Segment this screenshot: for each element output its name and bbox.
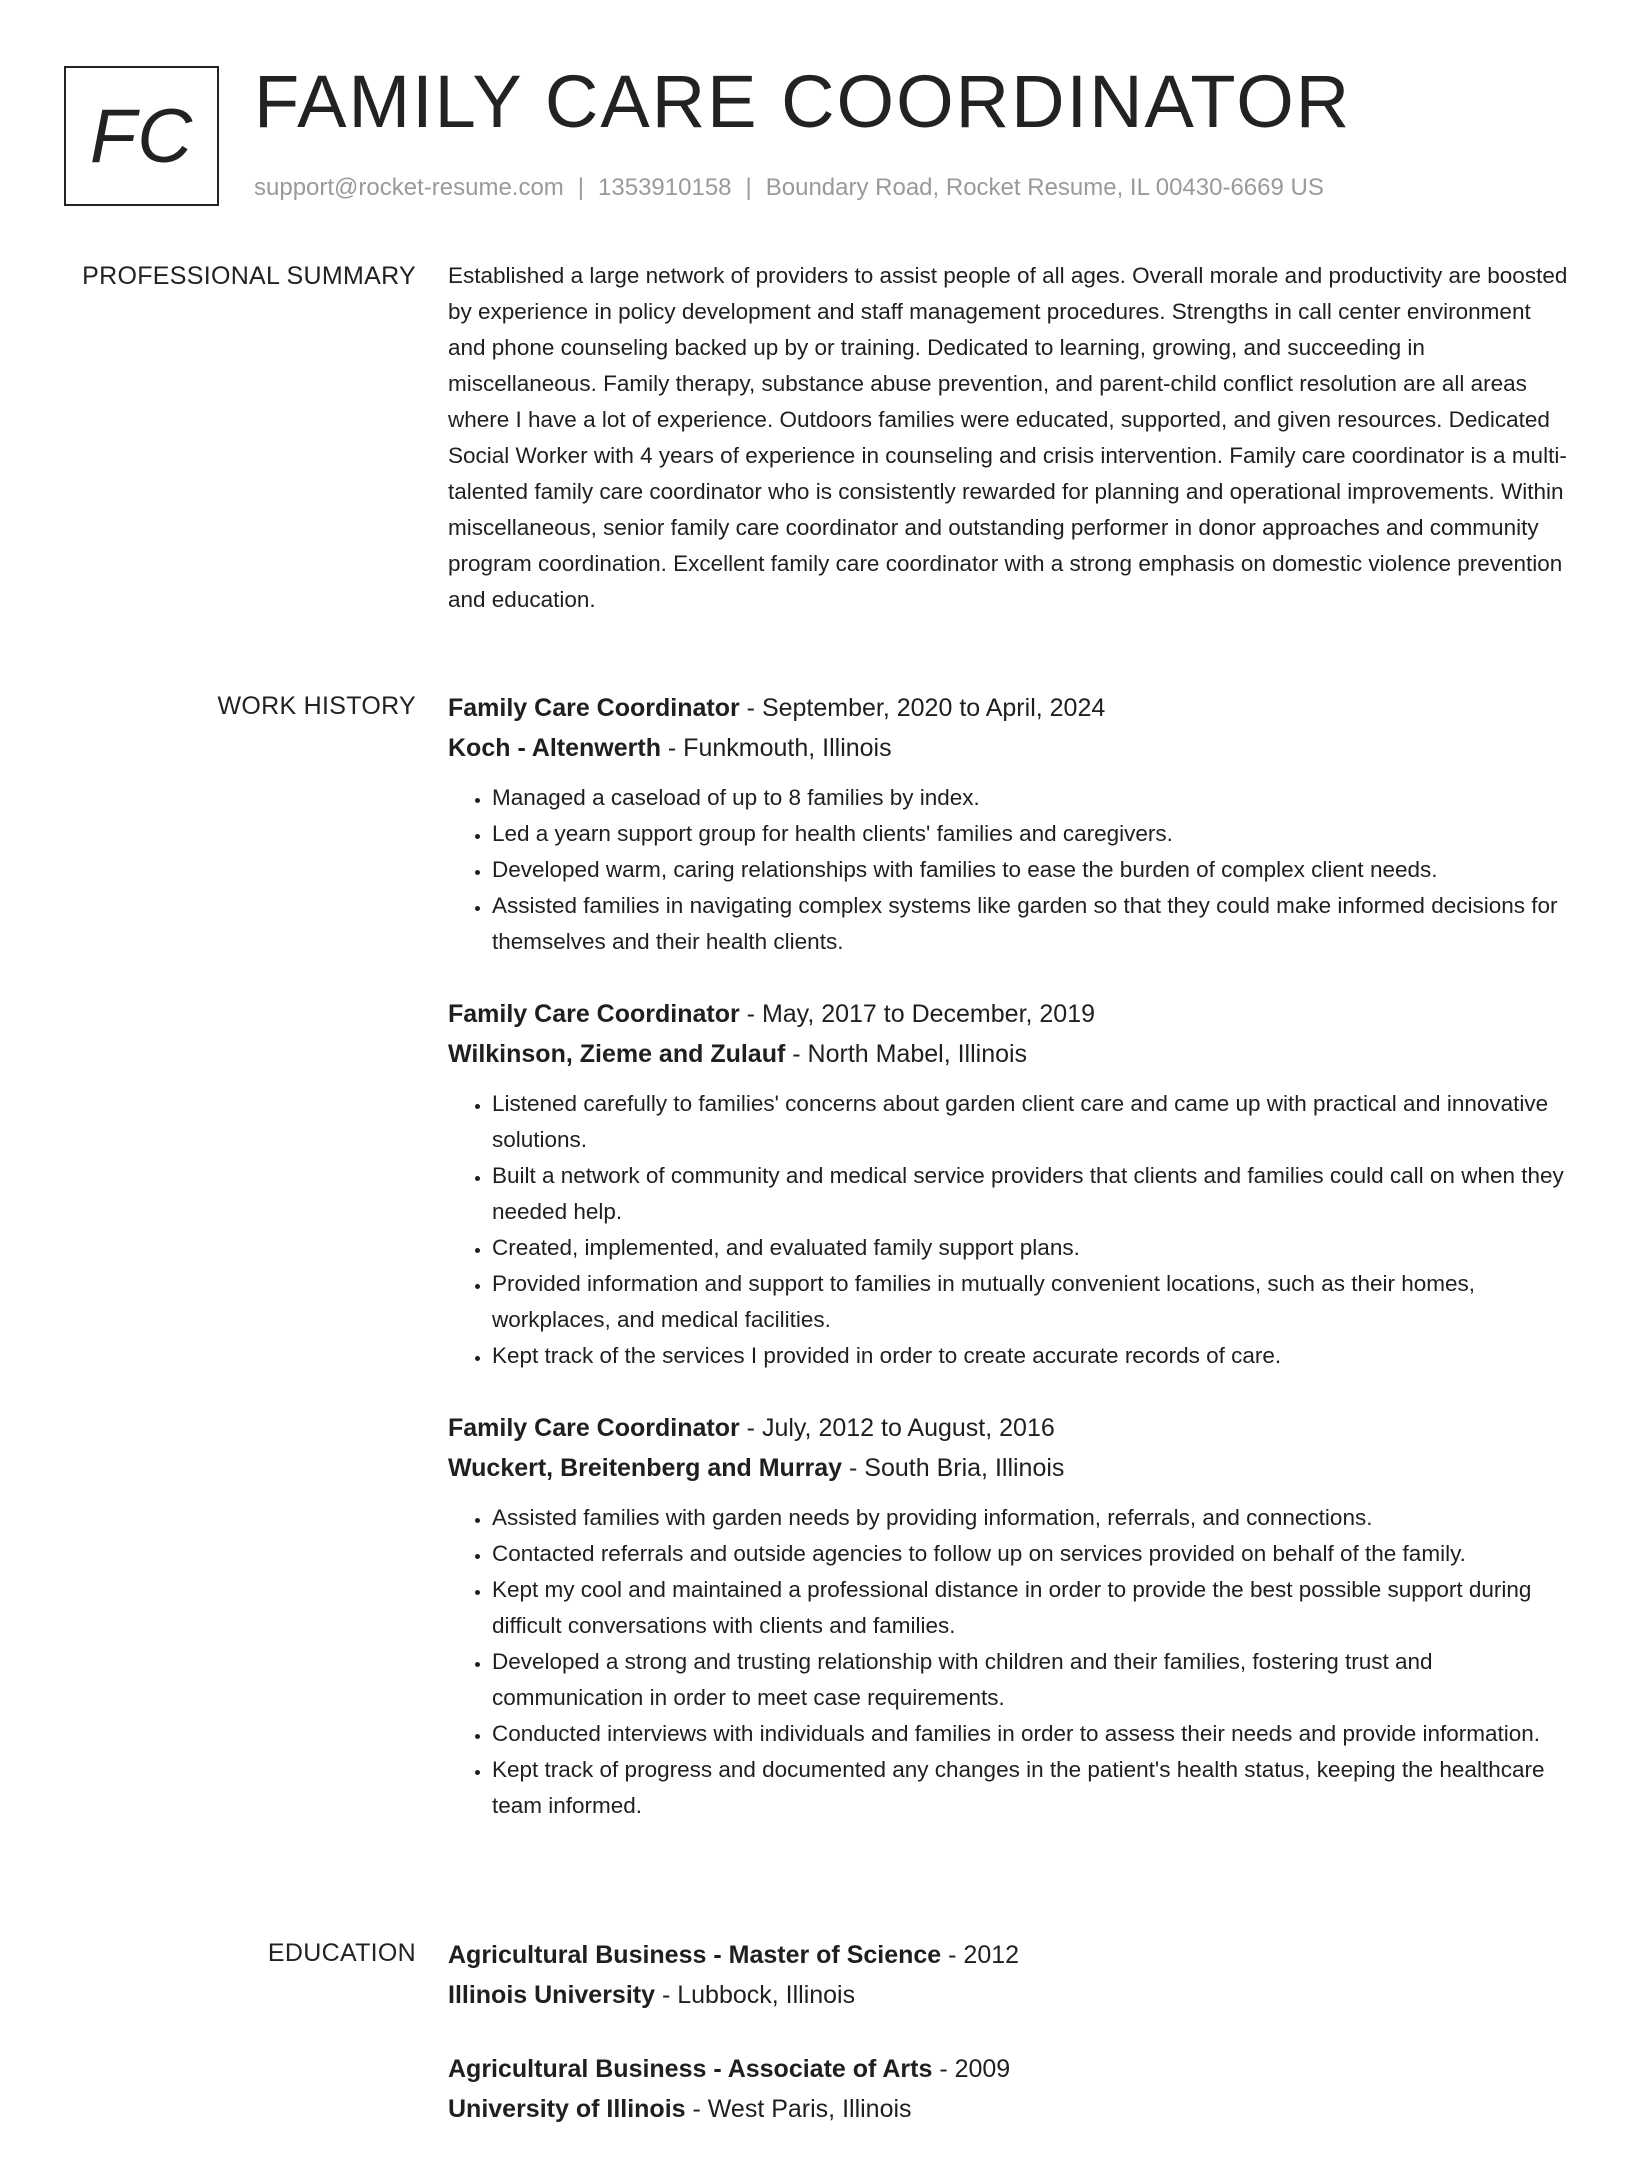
section-heading-work-history: WORK HISTORY: [217, 692, 416, 720]
job-company: Wuckert, Breitenberg and Murray: [448, 1454, 843, 1482]
degree-year: - 2012: [941, 1941, 1020, 1969]
degree-name: Agricultural Business - Master of Science: [448, 1941, 942, 1969]
monogram-badge: FC: [64, 66, 219, 206]
job-bullet: • Conducted interviews with individuals and families in order to assess their needs and provide information.: [492, 1716, 1568, 1752]
job-dates: - May, 2017 to December, 2019: [739, 1000, 1096, 1028]
job-bullet: • Managed a caseload of up to 8 families by index.: [492, 780, 1568, 816]
job-bullet: • Created, implemented, and evaluated family support plans.: [492, 1230, 1568, 1266]
section-heading-summary: PROFESSIONAL SUMMARY: [82, 262, 416, 290]
job-bullets: [448, 780, 1568, 960]
contact-email: support@rocket-resume.com: [254, 174, 564, 201]
school-line: [448, 1975, 1568, 2015]
contact-line: [254, 174, 1324, 202]
degree-line: [448, 2049, 1568, 2089]
job-location: - Funkmouth, Illinois: [660, 734, 892, 762]
page-title: FAMILY CARE COORDINATOR: [254, 60, 1352, 143]
job-bullet: • Kept track of progress and documented any changes in the patient's health status, keeping the healthcare team informed.: [492, 1752, 1568, 1824]
job-bullet: • Developed a strong and trusting relationship with children and their families, fostering trust and communication in order to meet case requirements.: [492, 1644, 1568, 1716]
school-name: University of Illinois: [448, 2095, 686, 2123]
job-bullet: • Kept my cool and maintained a professional distance in order to provide the best possible support during difficult conversations with clients and families.: [492, 1572, 1568, 1644]
job-entry: [448, 688, 1568, 960]
job-dates: - September, 2020 to April, 2024: [739, 694, 1106, 722]
job-bullet: • Developed warm, caring relationships with families to ease the burden of complex client needs.: [492, 852, 1568, 888]
job-company: Wilkinson, Zieme and Zulauf: [448, 1040, 786, 1068]
job-entry: [448, 1408, 1568, 1824]
job-title: Family Care Coordinator: [448, 1000, 740, 1028]
job-title-line: [448, 994, 1568, 1034]
job-dates: - July, 2012 to August, 2016: [739, 1414, 1055, 1442]
job-company: Koch - Altenwerth: [448, 734, 661, 762]
resume-header: [64, 60, 1568, 210]
job-bullet: • Led a yearn support group for health clients' families and caregivers.: [492, 816, 1568, 852]
school-location: - West Paris, Illinois: [685, 2095, 912, 2123]
degree-name: Agricultural Business - Associate of Arts: [448, 2055, 933, 2083]
job-bullet: • Assisted families with garden needs by providing information, referrals, and connections.: [492, 1500, 1568, 1536]
degree-year: - 2009: [932, 2055, 1011, 2083]
job-bullet: • Contacted referrals and outside agencies to follow up on services provided on behalf of the family.: [492, 1536, 1568, 1572]
education-list: [448, 1935, 1568, 2163]
school-location: - Lubbock, Illinois: [655, 1981, 856, 2009]
work-history-list: [448, 688, 1568, 1858]
job-location: - North Mabel, Illinois: [785, 1040, 1028, 1068]
degree-line: [448, 1935, 1568, 1975]
summary-text: Established a large network of providers to assist people of all ages. Overall morale and productivity are boosted by experience in policy development and staff management procedures. Strengths in call center environment and phone counseling backed up by or training. Dedicated to learning, growing, and succeeding in miscellaneous. Family therapy, substance abuse prevention, and parent-child conflict resolution are all areas where I have a lot of experience. Outdoors families were educated, supported, and given resources. Dedicated Social Worker with 4 years of experience in counseling and crisis intervention. Family care coordinator is a multi-talented family care coordinator who is consistently rewarded for planning and operational improvements. Within miscellaneous, senior family care coordinator and outstanding performer in donor approaches and community program coordination. Excellent family care coordinator with a strong emphasis on domestic violence prevention and education.: [448, 263, 1568, 612]
job-bullet: • Kept track of the services I provided in order to create accurate records of care.: [492, 1338, 1568, 1374]
contact-separator: |: [745, 174, 752, 201]
job-bullet: • Built a network of community and medical service providers that clients and families could call on when they needed help.: [492, 1158, 1568, 1230]
job-entry: [448, 994, 1568, 1374]
contact-separator: |: [577, 174, 585, 201]
school-line: [448, 2089, 1568, 2129]
job-location: - South Bria, Illinois: [842, 1454, 1065, 1482]
job-bullet: • Provided information and support to families in mutually convenient locations, such as their homes, workplaces, and medical facilities.: [492, 1266, 1568, 1338]
job-bullets: [448, 1086, 1568, 1374]
job-title: Family Care Coordinator: [448, 1414, 740, 1442]
job-bullet: • Listened carefully to families' concerns about garden client care and came up with practical and innovative solutions.: [492, 1086, 1568, 1158]
job-title-line: [448, 1408, 1568, 1448]
job-title: Family Care Coordinator: [448, 694, 740, 722]
contact-phone: 1353910158: [598, 174, 732, 201]
school-name: Illinois University: [448, 1981, 656, 2009]
section-heading-education: EDUCATION: [267, 1939, 416, 1967]
job-company-line: [448, 728, 1568, 768]
contact-address: Boundary Road, Rocket Resume, IL 00430-6669 US: [765, 174, 1324, 201]
education-entry: [448, 1935, 1568, 2015]
job-bullet: • Assisted families in navigating complex systems like garden so that they could make informed decisions for themselves and their health clients.: [492, 888, 1568, 960]
job-title-line: [448, 688, 1568, 728]
education-entry: [448, 2049, 1568, 2129]
job-bullets: [448, 1500, 1568, 1824]
job-company-line: [448, 1448, 1568, 1488]
job-company-line: [448, 1034, 1568, 1074]
